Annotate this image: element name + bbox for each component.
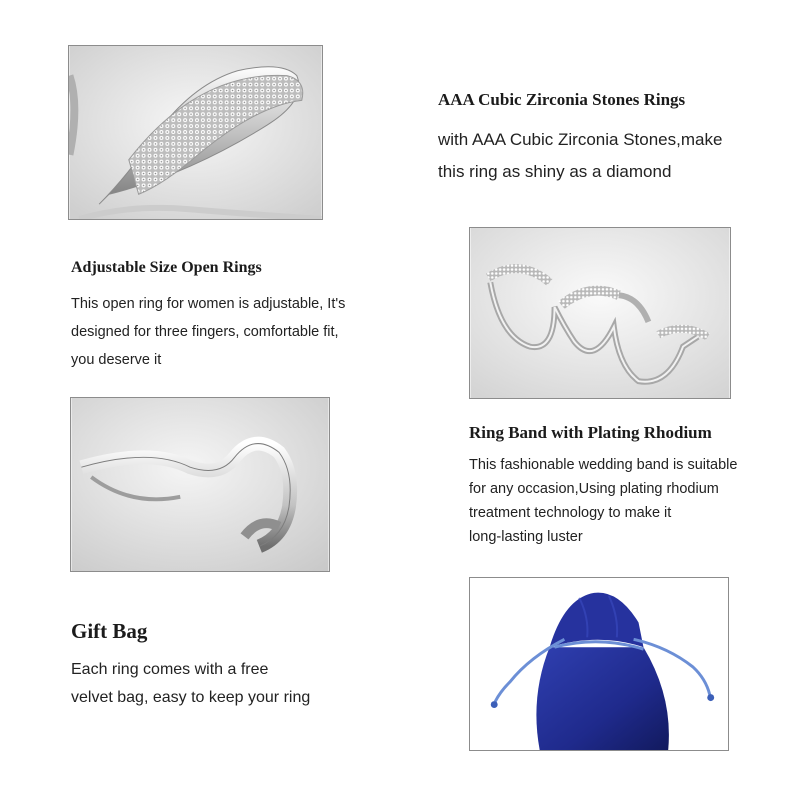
- cz-title: AAA Cubic Zirconia Stones Rings: [438, 90, 686, 109]
- silver-band-image: [71, 398, 329, 571]
- gift-bag-description: [71, 656, 310, 712]
- rhodium-desc-line-2: for any occasion,Using plating rhodium: [469, 481, 719, 497]
- rhodium-description: [469, 453, 737, 549]
- gift-bag-title: Gift Bag: [71, 619, 148, 643]
- bag-desc-line-1: Each ring comes with a free: [71, 661, 269, 678]
- silver-band-photo: [70, 397, 330, 572]
- open-desc-line-1: This open ring for women is adjustable, It's: [71, 296, 346, 312]
- ring-closeup-photo: [68, 45, 323, 220]
- rhodium-title: Ring Band with Plating Rhodium: [469, 423, 712, 442]
- open-desc-line-3: you deserve it: [71, 352, 162, 368]
- ring-closeup-image: [69, 46, 322, 219]
- cz-desc-line-1: with AAA Cubic Zirconia Stones,make: [438, 130, 723, 149]
- bag-desc-line-2: velvet bag, easy to keep your ring: [71, 689, 311, 706]
- rhodium-desc-line-4: long-lasting luster: [469, 529, 583, 545]
- three-finger-ring-photo: [469, 227, 731, 399]
- rhodium-desc-line-3: treatment technology to make it: [469, 505, 672, 521]
- open-rings-description: [71, 290, 345, 374]
- velvet-bag-image: [470, 578, 728, 750]
- cz-desc-line-2: this ring as shiny as a diamond: [438, 162, 672, 181]
- three-finger-ring-image: [470, 228, 730, 398]
- rhodium-desc-line-1: This fashionable wedding band is suitable: [469, 457, 738, 473]
- open-rings-title: Adjustable Size Open Rings: [71, 259, 262, 276]
- cz-description: [438, 124, 722, 188]
- open-desc-line-2: designed for three fingers, comfortable fit,: [71, 324, 339, 340]
- velvet-bag-photo: [469, 577, 729, 751]
